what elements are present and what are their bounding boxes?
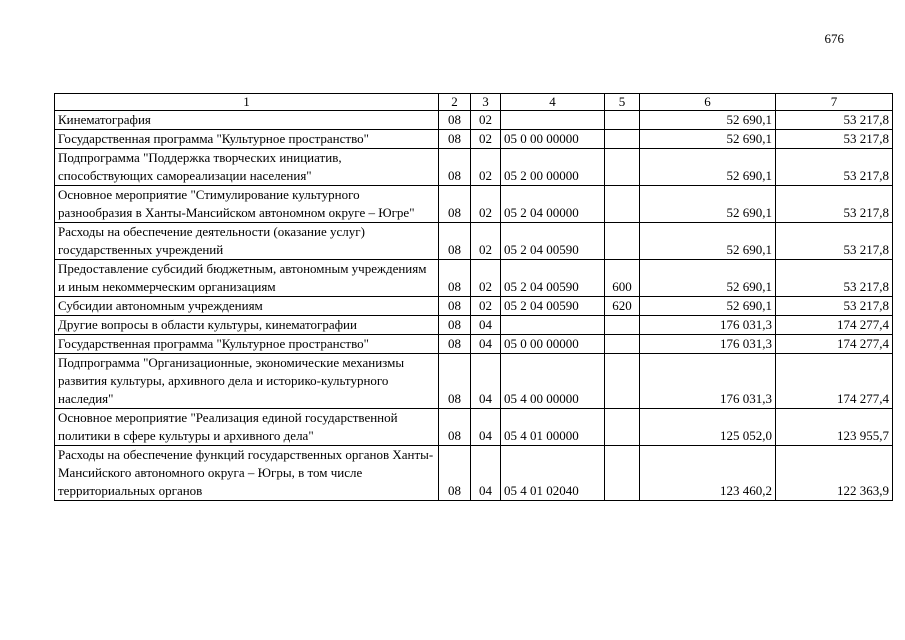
expense-type-cell: 600 <box>605 260 640 297</box>
target-article-cell <box>501 316 605 335</box>
amount-year2-cell: 53 217,8 <box>776 297 893 316</box>
section-code-cell: 08 <box>439 186 471 223</box>
table-row <box>55 354 893 409</box>
table-row <box>55 130 893 149</box>
target-article-cell <box>501 111 605 130</box>
table-row <box>55 260 893 297</box>
section-code-cell: 08 <box>439 260 471 297</box>
budget-table <box>54 93 893 501</box>
header-cell: 2 <box>439 94 471 111</box>
table-row <box>55 186 893 223</box>
amount-year2-cell: 122 363,9 <box>776 446 893 501</box>
amount-year2-cell: 53 217,8 <box>776 223 893 260</box>
row-name-cell: Другие вопросы в области культуры, кинематографии <box>55 316 439 335</box>
subsection-code-cell: 02 <box>471 260 501 297</box>
row-name-cell: Государственная программа "Культурное пространство" <box>55 130 439 149</box>
expense-type-cell <box>605 316 640 335</box>
table-row <box>55 335 893 354</box>
table-body <box>55 111 893 501</box>
target-article-cell: 05 4 01 00000 <box>501 409 605 446</box>
table-row <box>55 316 893 335</box>
row-name-cell: Подпрограмма "Организационные, экономические механизмы развития культуры, архивного дела и историко-культурного наследия" <box>55 354 439 409</box>
section-code-cell: 08 <box>439 130 471 149</box>
header-cell: 4 <box>501 94 605 111</box>
row-name-cell: Субсидии автономным учреждениям <box>55 297 439 316</box>
amount-year1-cell: 176 031,3 <box>640 354 776 409</box>
amount-year1-cell: 52 690,1 <box>640 111 776 130</box>
amount-year1-cell: 125 052,0 <box>640 409 776 446</box>
expense-type-cell <box>605 186 640 223</box>
amount-year1-cell: 176 031,3 <box>640 335 776 354</box>
amount-year1-cell: 52 690,1 <box>640 130 776 149</box>
row-name-cell: Расходы на обеспечение функций государственных органов Ханты-Мансийского автономного округа – Югры, в том числе территориальных органов <box>55 446 439 501</box>
row-name-cell: Основное мероприятие "Реализация единой государственной политики в сфере культуры и архивного дела" <box>55 409 439 446</box>
subsection-code-cell: 04 <box>471 409 501 446</box>
amount-year1-cell: 52 690,1 <box>640 149 776 186</box>
amount-year2-cell: 123 955,7 <box>776 409 893 446</box>
amount-year1-cell: 123 460,2 <box>640 446 776 501</box>
amount-year2-cell: 53 217,8 <box>776 111 893 130</box>
amount-year2-cell: 174 277,4 <box>776 335 893 354</box>
header-cell: 1 <box>55 94 439 111</box>
table-row <box>55 223 893 260</box>
expense-type-cell <box>605 149 640 186</box>
header-cell: 7 <box>776 94 893 111</box>
amount-year2-cell: 174 277,4 <box>776 354 893 409</box>
row-name-cell: Предоставление субсидий бюджетным, автономным учреждениям и иным некоммерческим организациям <box>55 260 439 297</box>
table-row <box>55 446 893 501</box>
section-code-cell: 08 <box>439 409 471 446</box>
expense-type-cell <box>605 354 640 409</box>
amount-year1-cell: 52 690,1 <box>640 297 776 316</box>
expense-type-cell <box>605 335 640 354</box>
subsection-code-cell: 02 <box>471 130 501 149</box>
amount-year1-cell: 52 690,1 <box>640 186 776 223</box>
subsection-code-cell: 04 <box>471 335 501 354</box>
section-code-cell: 08 <box>439 446 471 501</box>
page-number: 676 <box>824 31 844 46</box>
section-code-cell: 08 <box>439 297 471 316</box>
row-name-cell: Государственная программа "Культурное пространство" <box>55 335 439 354</box>
target-article-cell: 05 2 04 00590 <box>501 297 605 316</box>
expense-type-cell <box>605 409 640 446</box>
amount-year2-cell: 174 277,4 <box>776 316 893 335</box>
amount-year2-cell: 53 217,8 <box>776 149 893 186</box>
subsection-code-cell: 02 <box>471 223 501 260</box>
subsection-code-cell: 04 <box>471 446 501 501</box>
row-name-cell: Кинематография <box>55 111 439 130</box>
header-cell: 6 <box>640 94 776 111</box>
row-name-cell: Расходы на обеспечение деятельности (оказание услуг) государственных учреждений <box>55 223 439 260</box>
amount-year1-cell: 176 031,3 <box>640 316 776 335</box>
row-name-cell: Подпрограмма "Поддержка творческих инициатив, способствующих самореализации населения" <box>55 149 439 186</box>
target-article-cell: 05 2 04 00000 <box>501 186 605 223</box>
subsection-code-cell: 04 <box>471 354 501 409</box>
expense-type-cell <box>605 111 640 130</box>
amount-year1-cell: 52 690,1 <box>640 260 776 297</box>
section-code-cell: 08 <box>439 335 471 354</box>
subsection-code-cell: 02 <box>471 111 501 130</box>
target-article-cell: 05 2 04 00590 <box>501 260 605 297</box>
expense-type-cell: 620 <box>605 297 640 316</box>
target-article-cell: 05 2 00 00000 <box>501 149 605 186</box>
subsection-code-cell: 02 <box>471 297 501 316</box>
target-article-cell: 05 4 01 02040 <box>501 446 605 501</box>
table-header-row <box>55 94 893 111</box>
subsection-code-cell: 02 <box>471 186 501 223</box>
target-article-cell: 05 0 00 00000 <box>501 335 605 354</box>
table-row <box>55 297 893 316</box>
target-article-cell: 05 0 00 00000 <box>501 130 605 149</box>
table-row <box>55 111 893 130</box>
section-code-cell: 08 <box>439 223 471 260</box>
section-code-cell: 08 <box>439 354 471 409</box>
section-code-cell: 08 <box>439 316 471 335</box>
section-code-cell: 08 <box>439 149 471 186</box>
row-name-cell: Основное мероприятие "Стимулирование культурного разнообразия в Ханты-Мансийском автономном округе – Югре" <box>55 186 439 223</box>
section-code-cell: 08 <box>439 111 471 130</box>
subsection-code-cell: 02 <box>471 149 501 186</box>
amount-year2-cell: 53 217,8 <box>776 260 893 297</box>
expense-type-cell <box>605 130 640 149</box>
amount-year1-cell: 52 690,1 <box>640 223 776 260</box>
table-row <box>55 149 893 186</box>
expense-type-cell <box>605 446 640 501</box>
target-article-cell: 05 2 04 00590 <box>501 223 605 260</box>
header-cell: 5 <box>605 94 640 111</box>
table-row <box>55 409 893 446</box>
header-cell: 3 <box>471 94 501 111</box>
target-article-cell: 05 4 00 00000 <box>501 354 605 409</box>
expense-type-cell <box>605 223 640 260</box>
amount-year2-cell: 53 217,8 <box>776 186 893 223</box>
amount-year2-cell: 53 217,8 <box>776 130 893 149</box>
subsection-code-cell: 04 <box>471 316 501 335</box>
